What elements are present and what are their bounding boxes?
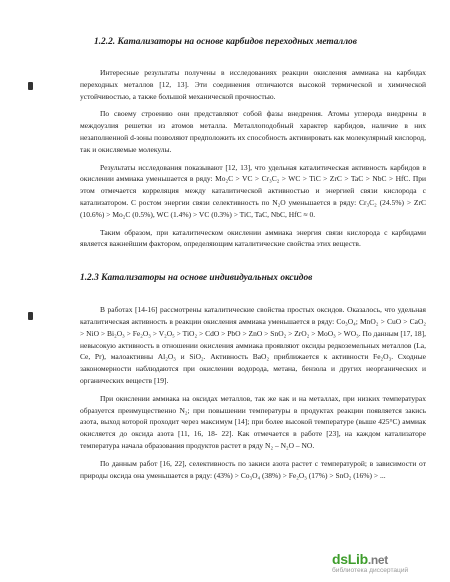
body-paragraph: По данным работ [16, 22], селективность по закиси азота растет с температурой; в зависимости от природы оксида она уменьшается в ряду: (43%) > Co₃O₄ (38%) > Fe₂O₃ (17%) > SnO₂ (16%) > ... <box>80 458 426 480</box>
margin-mark <box>28 82 33 90</box>
site-watermark <box>330 550 442 578</box>
body-paragraph: Интересные результаты получены в исследованиях реакции окисления аммиака на карбидах переходных металлов [12, 13]. Эти соединения отличаются высокой термической и химической устойчивостью, а также большой механической прочностью. <box>80 68 426 101</box>
body-paragraph: В работах [14-16] рассмотрены каталитические свойства простых оксидов. Оказалось, что удельная каталитическая активность в реакции окисления аммиака уменьшается в ряду: Co₃O₄; MnO₂ > CuO > CaO₂ > NiO > Bi₂O₃ > Fe₂O₃ > V₂O₅ > TiO₂ > CdO > PbO > ZnO > SnO₂ > ZrO₂ > MoO₃ > WO₃. По данным [17, 18], невысокую активность в отношении окисления аммиака проявляют оксиды редкоземельных металлов (La, Ce, Pr), малоактивны Al₂O₃ и SiO₂. Активность BaO₂ приближается к активности Fe₂O₃. Сходные закономерности наблюдаются при окислении водорода, метана, бензола и других неорганических и органических веществ [19]. <box>80 305 426 385</box>
section-heading-1-2-2: 1.2.2. Катализаторы на основе карбидов переходных металлов <box>94 37 357 47</box>
body-paragraph: По своему строению они представляют собой фазы внедрения. Атомы углерода внедрены в междоузлия решетки из атомов металла. Металлоподобный характер карбидов, наличие в них незаполненной d-зоны позволяют предположить их способность активировать как молекулярный кислород, так и окисляемые молекулы. <box>80 109 426 154</box>
body-paragraph: При окислении аммиака на оксидах металлов, так же как и на металлах, при низких температурах образуется преимущественно N₂; при повышении температуры в продуктах реакции появляется закись азота, выход которой проходит через максимум [14]; при более высокой температуре (выше 425°C) аммиак окисляется до оксида азота [11, 16, 18- 22]. Как отмечается в работе [23], на каждом катализаторе температура начала образования продуктов растет в ряду N₂ – N₂O – NO. <box>80 393 426 450</box>
section-heading-1-2-3: 1.2.3 Катализаторы на основе индивидуальных оксидов <box>80 273 313 284</box>
body-paragraph: Результаты исследования показывают [12, 13], что удельная каталитическая активность карбидов в окислении аммиака уменьшается в ряду: Mo₂C > VC > Cr₃C₂ > WC > TiC > ZrC > TaC > NbC > HfC. При этом отмечается корреляция между каталитической активностью и энергией связи кислорода с катализатором. С ростом энергии связи селективность по N₂O уменьшается в ряду: Cr₃C₂ (24.5%) > ZrC (10.6%) > Mo₂C (0.5%), WC (1.4%) > VC (0.3%) > TiC, TaC, NbC, HfC ≈ 0. <box>80 162 426 219</box>
watermark-tagline: библиотека диссертаций <box>332 567 409 574</box>
margin-mark <box>28 312 33 320</box>
page-content <box>80 36 426 487</box>
body-paragraph: Таким образом, при каталитическом окислении аммиака энергия связи кислорода с карбидами является важнейшим фактором, определяющим каталитические свойства этих веществ. <box>80 227 426 249</box>
watermark-logo-main: dsLib <box>332 551 368 567</box>
watermark-logo-suffix: .net <box>367 553 388 567</box>
